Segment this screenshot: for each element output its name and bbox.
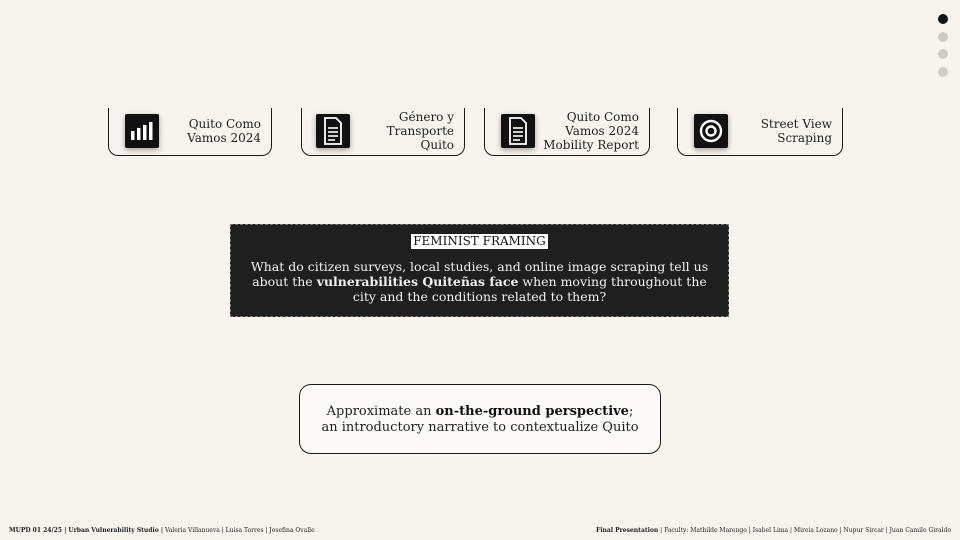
feminist-framing-box <box>230 224 729 317</box>
pagination-dot-4[interactable] <box>938 67 948 77</box>
document-icon <box>316 114 350 148</box>
framing-question: What do citizen surveys, local studies, and online image scraping tell us about the vulnerabilities Quiteñas face when moving throughout the city and the conditions related to them? <box>250 259 709 304</box>
source-card-mobility-report <box>484 108 650 156</box>
framing-emphasis: vulnerabilities Quiteñas face <box>316 274 519 289</box>
target-icon <box>694 114 728 148</box>
source-label: Street View Scraping <box>760 117 832 145</box>
footer-right: Final Presentation | Faculty: Mathilde Marengo | Isabel Lima | Mireia Lozano | Nupur Sircar | Juan Camilo Giraldo <box>595 527 951 534</box>
source-label: Género y Transporte Quito <box>386 110 454 152</box>
source-card-quito-como-vamos <box>108 108 272 156</box>
narrative-emphasis: on-the-ground perspective <box>435 404 629 419</box>
pagination-dot-3[interactable] <box>938 49 948 59</box>
narrative-box <box>299 384 661 454</box>
source-card-street-view <box>677 108 843 156</box>
pagination-dot-1[interactable] <box>938 14 948 24</box>
slide-pagination <box>938 14 948 84</box>
narrative-line-1: Approximate an on-the-ground perspective; <box>326 404 634 419</box>
source-label: Quito Como Vamos 2024 Mobility Report <box>543 110 639 152</box>
narrative-line-2: an introductory narrative to contextualize Quito <box>321 420 639 435</box>
framing-title: FEMINIST FRAMING <box>413 234 546 248</box>
bar-chart-icon <box>125 114 159 148</box>
pagination-dot-2[interactable] <box>938 32 948 42</box>
source-card-genero-transporte <box>301 108 465 156</box>
footer-left: MUPD 01 24/25 | Urban Vulnerability Studio | Valeria Villanueva | Luisa Torres | Josefina Ovalle <box>9 527 315 534</box>
source-label: Quito Como Vamos 2024 <box>187 117 261 145</box>
